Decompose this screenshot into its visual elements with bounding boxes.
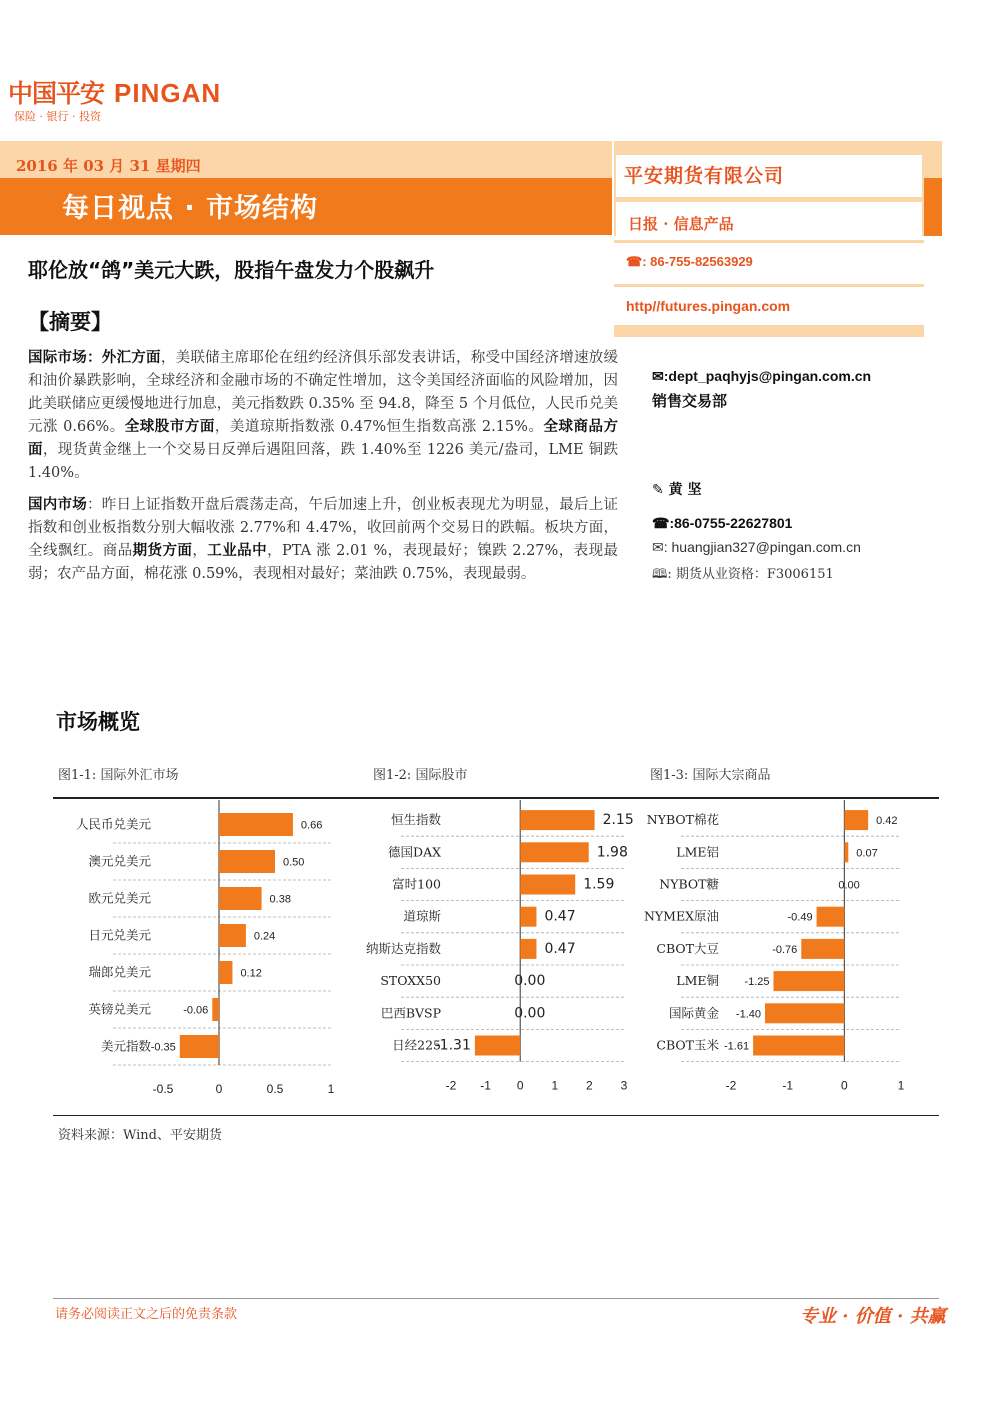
para-text: ，现货黄金继上一个交易日反弹后遇阻回落，跌 1.40%至 1226 美元/盎司，LME 铜跌 1.40%。	[28, 442, 618, 481]
category-label: CBOT大豆	[656, 940, 719, 956]
para-text: ，美道琼斯指数涨 0.47%恒生指数高涨 2.15%。	[214, 419, 544, 435]
para-bold: 期货方面	[132, 543, 193, 559]
para-text: ，PTA 涨 2.01 %，表现最好；镍跌 2.27%，表现最弱；农产品方面，棉花涨 0.59%，表现相对最好；菜油跌 0.75%，表现最弱。	[28, 543, 619, 582]
bar	[801, 939, 844, 959]
company-name: 平安期货有限公司	[624, 165, 785, 187]
tick-label: -2	[445, 1078, 457, 1093]
category-label: 巴西BVSP	[380, 1005, 441, 1021]
para-text: ，	[192, 543, 208, 559]
tick-label: 0	[215, 1082, 223, 1096]
bar	[520, 907, 536, 927]
category-label: 纳斯达克指数	[365, 940, 441, 956]
footer-rule	[53, 1298, 939, 1299]
bar	[774, 971, 845, 991]
category-label: 恒生指数	[390, 812, 441, 828]
category-label: 日经225	[392, 1037, 441, 1053]
category-label: 英镑兑美元	[88, 1001, 151, 1017]
value-label: 0.24	[253, 930, 276, 943]
tick-label: 3	[620, 1078, 628, 1093]
domestic-market-paragraph	[28, 494, 618, 586]
slogan: 专业 · 价值 · 共赢	[800, 1306, 946, 1327]
disclaimer-link[interactable]: 请务必阅读正文之后的免责条款	[55, 1307, 238, 1322]
bar	[765, 1003, 844, 1023]
category-label: LME铝	[676, 844, 719, 860]
bar	[817, 907, 845, 927]
tick-label: 1	[327, 1082, 335, 1096]
fx-market-chart	[53, 800, 343, 1100]
para-bold: 全球商品方面	[28, 419, 619, 458]
value-label: 2.15	[602, 812, 634, 829]
value-label: 0.47	[544, 908, 576, 925]
bar	[475, 1036, 520, 1056]
category-label: CBOT玉米	[656, 1037, 719, 1053]
logo-en-text: PINGAN	[114, 78, 222, 108]
tick-label: -0.5	[152, 1082, 174, 1096]
report-title: 每日视点 · 市场结构	[62, 193, 319, 224]
department-name: 销售交易部	[652, 392, 728, 410]
value-label: 1.59	[583, 876, 615, 893]
analyst-email-link[interactable]: ✉: huangjian327@pingan.com.cn	[652, 539, 861, 555]
tick-label: -1	[782, 1078, 794, 1093]
dept-email-link[interactable]: ✉:dept_paqhyjs@pingan.com.cn	[652, 368, 872, 384]
bar	[520, 939, 536, 959]
commodity-chart	[633, 800, 923, 1100]
bar	[212, 998, 219, 1021]
tick-label: -2	[725, 1078, 737, 1093]
value-label: 0.66	[300, 819, 323, 832]
category-label: 人民币兑美元	[75, 816, 151, 832]
summary-heading: 【摘要】	[28, 310, 112, 334]
value-label: -1.25	[744, 976, 770, 989]
category-label: 日元兑美元	[88, 927, 151, 943]
figure-title-fx: 图1-1: 国际外汇市场	[58, 768, 179, 783]
value-label: -1.31	[434, 1037, 471, 1054]
bar	[844, 810, 868, 830]
category-label: 澳元兑美元	[88, 853, 151, 869]
category-label: LME铜	[676, 973, 719, 989]
category-label: 欧元兑美元	[88, 890, 151, 906]
company-box-tab	[924, 178, 942, 236]
category-label: 美元指数	[100, 1038, 151, 1054]
bar	[520, 810, 594, 830]
bar	[520, 842, 589, 862]
figure-title-stocks: 图1-2: 国际股市	[373, 768, 468, 783]
para-text: ：昨日上证指数开盘后震荡走高，午后加速上升，创业板表现尤为明显，最后上证指数和创业板指数分别大幅收涨 2.77%和 4.47%，收回前两个交易日的跌幅。板块方面，全线飘红。商品	[28, 497, 619, 559]
company-url-link[interactable]: http//futures.pingan.com	[626, 298, 791, 314]
value-label: 0.38	[269, 893, 291, 906]
para-bold: 国际市场：外汇方面	[28, 350, 161, 366]
value-label: -1.40	[735, 1008, 761, 1021]
bar	[219, 813, 293, 836]
value-label: -0.06	[183, 1004, 209, 1017]
value-label: -0.35	[150, 1041, 176, 1054]
divider	[614, 240, 924, 243]
value-label: -1.61	[724, 1040, 750, 1053]
category-label: NYBOT棉花	[646, 812, 719, 828]
value-label: -0.49	[787, 911, 813, 924]
stock-market-chart	[343, 800, 643, 1100]
tick-label: 1	[897, 1078, 905, 1093]
bar	[219, 961, 232, 984]
international-market-paragraph	[28, 347, 618, 485]
value-label: 0.42	[876, 815, 898, 828]
value-label: 0.12	[240, 967, 262, 980]
tick-label: 0	[840, 1078, 848, 1093]
bar	[753, 1036, 844, 1056]
tick-label: 0	[516, 1078, 524, 1093]
category-label: 德国DAX	[388, 844, 441, 860]
analyst-phone: ☎:86-0755-22627801	[652, 515, 793, 531]
bar	[219, 887, 262, 910]
figure-title-commodities: 图1-3: 国际大宗商品	[650, 768, 771, 783]
category-label: 国际黄金	[668, 1005, 719, 1021]
category-label: NYBOT糖	[659, 876, 719, 892]
para-text: ，美联储主席耶伦在纽约经济俱乐部发表讲话，称受中国经济增速放缓和油价暴跌影响，全球经济和金融市场的不确定性增加，这令美国经济面临的风险增加，因此美联储应更缓慢地进行加息，美元指数跌 0.35% 至 94.8，降至 5 个月低位，人民币兑美元涨 0.66%。	[28, 350, 619, 435]
headline: 耶伦放“鸽”美元大跌，股指午盘发力个股飙升	[28, 258, 435, 282]
para-bold: 全球股市方面	[124, 419, 215, 435]
category-label: 富时100	[392, 876, 441, 892]
tick-label: 0.5	[266, 1082, 284, 1096]
value-label: 0.47	[544, 940, 576, 957]
tick-label: 2	[586, 1078, 593, 1093]
tick-label: 1	[551, 1078, 559, 1093]
bar	[844, 842, 848, 862]
divider	[614, 325, 924, 337]
bar	[180, 1035, 219, 1058]
figure-top-rule	[53, 797, 939, 799]
value-label: 1.98	[596, 844, 628, 861]
value-label: -0.76	[772, 943, 798, 956]
pingan-logo	[8, 74, 221, 110]
value-label: 0.00	[838, 879, 860, 892]
category-label: 瑞郎兑美元	[88, 964, 151, 980]
logo-tagline: 保险 · 银行 · 投资	[14, 110, 101, 123]
category-label: NYMEX原油	[643, 908, 719, 924]
analyst-certificate: 🕮: 期货从业资格：F3006151	[652, 567, 834, 582]
para-bold: 工业品中	[207, 543, 268, 559]
analyst-name: ✎ 黄 坚	[652, 482, 702, 498]
value-label: 0.00	[514, 973, 546, 990]
bar	[520, 875, 575, 895]
category-label: 道琼斯	[403, 908, 441, 924]
value-label: 0.07	[856, 847, 878, 860]
tick-label: -1	[480, 1078, 491, 1093]
bar	[219, 924, 246, 947]
category-label: STOXX50	[380, 973, 441, 989]
para-bold: 国内市场	[28, 497, 88, 513]
value-label: 0.00	[514, 1005, 546, 1022]
value-label: 0.50	[283, 856, 305, 869]
figure-bottom-rule	[53, 1115, 939, 1116]
daily-label: 日报 · 信息产品	[628, 215, 734, 233]
bar	[219, 850, 275, 873]
report-date: 2016 年 03 月 31 星期四	[16, 157, 201, 175]
company-phone: ☎: 86-755-82563929	[626, 254, 753, 269]
logo-cn-text: 中国平安	[8, 79, 105, 108]
market-overview-heading: 市场概览	[56, 710, 140, 734]
data-source: 资料来源：Wind、平安期货	[58, 1128, 222, 1143]
divider	[614, 284, 924, 287]
